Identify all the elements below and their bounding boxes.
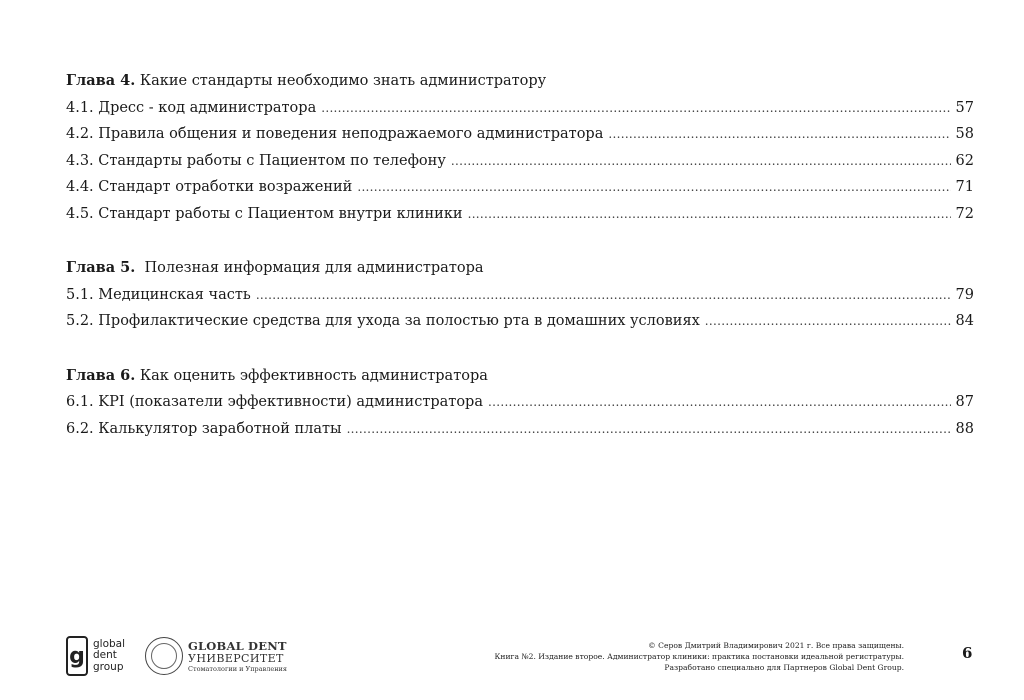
toc-entry-label: 4.2. Правила общения и поведения неподражаемого администратора: [66, 126, 604, 142]
chapter-number: Глава 4.: [66, 72, 136, 89]
toc-entry-page: 88: [955, 420, 974, 437]
gdg-logo-wordmark: [93, 639, 125, 674]
toc-entry-label: 4.1. Дресс - код администратора: [66, 99, 317, 116]
chapter-5: [66, 255, 974, 335]
toc-entry[interactable]: [66, 416, 974, 443]
university-seal-icon: [145, 637, 183, 675]
toc-entry[interactable]: [66, 282, 974, 309]
chapter-6: [66, 363, 974, 443]
dot-leader: [357, 174, 950, 201]
chapter-heading: Как оценить эффективность администратора: [139, 367, 488, 384]
dot-leader: [488, 389, 951, 416]
toc-entry-page: 72: [955, 205, 974, 222]
gdg-logo-line: global: [93, 637, 126, 650]
toc-entry-page: 58: [955, 126, 974, 142]
copyright-notice: [495, 640, 904, 673]
gdg-logo-icon: g: [66, 636, 88, 676]
toc-entry[interactable]: [66, 308, 974, 335]
university-name: GLOBAL DENT: [188, 638, 287, 653]
toc-entry-page: 79: [955, 286, 974, 303]
dot-leader: [347, 416, 951, 443]
university-wordmark: [188, 640, 287, 673]
copyright-line: © Серов Дмитрий Владимирович 2021 г. Все права защищены.: [648, 641, 904, 650]
chapter-title: [66, 363, 974, 390]
dot-leader: [608, 121, 950, 148]
toc-entry[interactable]: [66, 95, 974, 122]
toc-entry-page: 71: [955, 179, 974, 195]
toc-entry-label: 4.5. Стандарт работы с Пациентом внутри клиники: [66, 205, 463, 222]
gdg-logo-line: dent: [93, 649, 117, 662]
page-footer: [0, 628, 1024, 688]
toc-entry-label: 4.3. Стандарты работы с Пациентом по телефону: [66, 152, 446, 169]
toc-entry[interactable]: [66, 201, 974, 228]
toc-entry[interactable]: [66, 148, 974, 175]
chapter-number: Глава 5.: [66, 259, 136, 276]
global-dent-university-logo: [145, 634, 287, 678]
page-number: 6: [962, 644, 973, 662]
toc-entry[interactable]: [66, 174, 974, 201]
dot-leader: [256, 282, 951, 309]
toc-entry-page: 87: [955, 394, 974, 410]
gdg-logo-line: group: [93, 660, 124, 673]
toc-entry-page: 84: [955, 313, 974, 329]
chapter-heading: Какие стандарты необходимо знать администратору: [139, 73, 547, 89]
dot-leader: [451, 148, 951, 175]
university-type: УНИВЕРСИТЕТ: [188, 651, 284, 665]
chapter-4: [66, 68, 974, 227]
toc-entry-label: 6.2. Калькулятор заработной платы: [66, 420, 342, 437]
chapter-heading: Полезная информация для администратора: [139, 260, 484, 276]
toc-entry[interactable]: [66, 121, 974, 148]
copyright-line: Разработано специально для Партнеров Global Dent Group.: [664, 663, 904, 672]
chapter-title: [66, 255, 974, 282]
toc-entry-page: 57: [955, 99, 974, 116]
global-dent-group-logo: [66, 634, 125, 678]
toc-entry-label: 5.2. Профилактические средства для ухода за полостью рта в домашних условиях: [66, 313, 700, 329]
chapter-title: [66, 68, 974, 95]
seal-inner-ring: [151, 643, 177, 669]
toc-entry[interactable]: [66, 389, 974, 416]
table-of-contents: [66, 68, 974, 470]
chapter-number: Глава 6.: [66, 366, 136, 384]
dot-leader: [705, 308, 951, 335]
copyright-line: Книга №2. Издание второе. Администратор клиники: практика постановки идеальной регистратуры.: [494, 652, 904, 661]
toc-entry-page: 62: [955, 152, 974, 169]
dot-leader: [321, 95, 950, 122]
dot-leader: [468, 201, 951, 228]
university-subtitle: Стоматологии и Управления: [188, 664, 287, 673]
toc-entry-label: 5.1. Медицинская часть: [66, 286, 251, 303]
toc-entry-label: 6.1. KPI (показатели эффективности) администратора: [66, 394, 483, 410]
toc-entry-label: 4.4. Стандарт отработки возражений: [66, 179, 353, 195]
